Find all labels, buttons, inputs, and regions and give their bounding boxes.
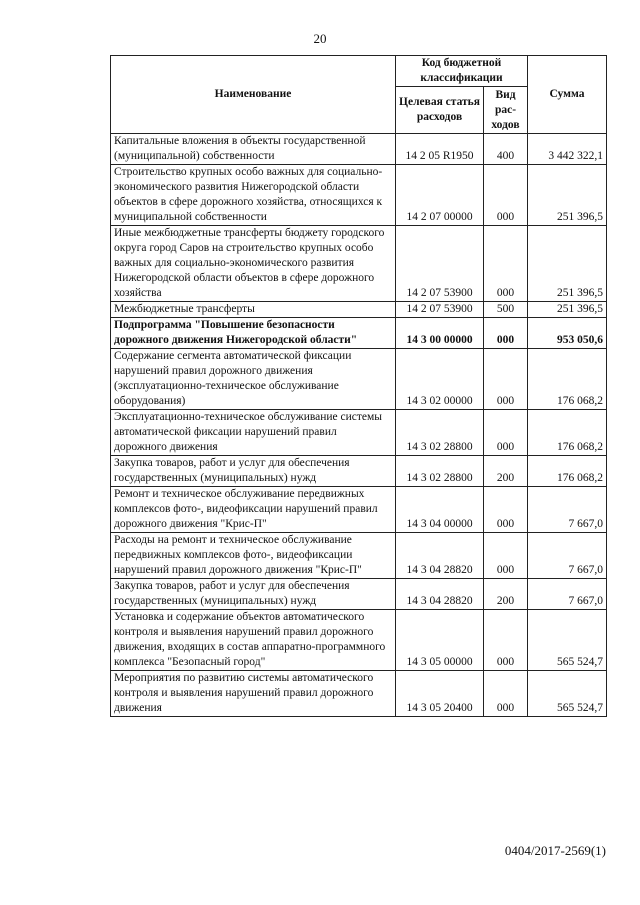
row-target-article: 14 3 02 00000 (396, 349, 484, 410)
budget-table (110, 55, 607, 717)
table-row (111, 533, 607, 579)
row-name: Закупка товаров, работ и услуг для обеспечения государственных (муниципальных) нужд (111, 579, 396, 610)
row-sum: 251 396,5 (528, 165, 607, 226)
table-row (111, 671, 607, 717)
row-sum: 176 068,2 (528, 456, 607, 487)
table-row (111, 134, 607, 165)
row-name: Ремонт и техническое обслуживание передвижных комплексов фото-, видеофиксации нарушений правил дорожного движения "Крис-П" (111, 487, 396, 533)
row-expense-type: 000 (484, 487, 528, 533)
row-sum: 953 050,6 (528, 318, 607, 349)
row-expense-type: 000 (484, 533, 528, 579)
table-row (111, 610, 607, 671)
document-code: 0404/2017-2569(1) (504, 843, 606, 858)
row-sum: 251 396,5 (528, 302, 607, 318)
row-sum: 565 524,7 (528, 610, 607, 671)
row-target-article: 14 3 04 28820 (396, 533, 484, 579)
table-body (111, 134, 607, 717)
row-sum: 7 667,0 (528, 579, 607, 610)
row-target-article: 14 3 04 28820 (396, 579, 484, 610)
header-sum: Сумма (528, 56, 607, 134)
row-sum: 7 667,0 (528, 533, 607, 579)
row-target-article: 14 3 02 28800 (396, 456, 484, 487)
row-expense-type: 000 (484, 165, 528, 226)
row-expense-type: 500 (484, 302, 528, 318)
row-expense-type: 200 (484, 456, 528, 487)
row-target-article: 14 2 07 53900 (396, 302, 484, 318)
row-sum: 176 068,2 (528, 349, 607, 410)
header-name: Наименование (111, 56, 396, 134)
table-row (111, 318, 607, 349)
row-expense-type: 400 (484, 134, 528, 165)
table-row (111, 226, 607, 302)
page-number: 20 (313, 31, 327, 46)
row-sum: 176 068,2 (528, 410, 607, 456)
row-name: Установка и содержание объектов автоматического контроля и выявления нарушений правил дорожного движения, входящих в состав аппаратно-программного комплекса "Безопасный город" (111, 610, 396, 671)
row-name: Иные межбюджетные трансферты бюджету городского округа город Саров на строительство крупных особо важных для социально-экономического развития Нижегородской области объектов в сфере дорожного хозяйства (111, 226, 396, 302)
row-name: Эксплуатационно-техническое обслуживание системы автоматической фиксации нарушений правил дорожного движения (111, 410, 396, 456)
header-expense-type: Вид рас- ходов (484, 87, 528, 134)
table-row (111, 302, 607, 318)
row-expense-type: 200 (484, 579, 528, 610)
row-target-article: 14 3 05 20400 (396, 671, 484, 717)
row-sum: 565 524,7 (528, 671, 607, 717)
row-target-article: 14 2 07 00000 (396, 165, 484, 226)
row-target-article: 14 3 02 28800 (396, 410, 484, 456)
row-target-article: 14 2 07 53900 (396, 226, 484, 302)
row-expense-type: 000 (484, 671, 528, 717)
row-name: Мероприятия по развитию системы автоматического контроля и выявления нарушений правил дорожного движения (111, 671, 396, 717)
row-expense-type: 000 (484, 410, 528, 456)
row-sum: 7 667,0 (528, 487, 607, 533)
row-target-article: 14 3 00 00000 (396, 318, 484, 349)
header-target-article: Целевая статья расходов (396, 87, 484, 134)
row-name: Строительство крупных особо важных для социально-экономического развития Нижегородской области объектов в сфере дорожного хозяйства, относящихся к муниципальной собственности (111, 165, 396, 226)
row-name: Межбюджетные трансферты (111, 302, 396, 318)
row-name: Капитальные вложения в объекты государственной (муниципальной) собственности (111, 134, 396, 165)
row-expense-type: 000 (484, 610, 528, 671)
row-target-article: 14 2 05 R1950 (396, 134, 484, 165)
table-row (111, 349, 607, 410)
table-row (111, 456, 607, 487)
row-target-article: 14 3 05 00000 (396, 610, 484, 671)
table-row (111, 487, 607, 533)
table-row (111, 410, 607, 456)
row-name: Содержание сегмента автоматической фиксации нарушений правил дорожного движения (эксплуатационно-техническое обслуживание оборудования) (111, 349, 396, 410)
table-row (111, 165, 607, 226)
row-name: Закупка товаров, работ и услуг для обеспечения государственных (муниципальных) нужд (111, 456, 396, 487)
row-expense-type: 000 (484, 226, 528, 302)
row-name: Расходы на ремонт и техническое обслуживание передвижных комплексов фото-, видеофиксации нарушений правил дорожного движения "Крис-П" (111, 533, 396, 579)
row-sum: 3 442 322,1 (528, 134, 607, 165)
row-expense-type: 000 (484, 318, 528, 349)
header-budget-classification: Код бюджетной классификации (396, 56, 528, 87)
table-row (111, 579, 607, 610)
row-target-article: 14 3 04 00000 (396, 487, 484, 533)
row-name: Подпрограмма "Повышение безопасности дорожного движения Нижегородской области" (111, 318, 396, 349)
row-sum: 251 396,5 (528, 226, 607, 302)
row-expense-type: 000 (484, 349, 528, 410)
